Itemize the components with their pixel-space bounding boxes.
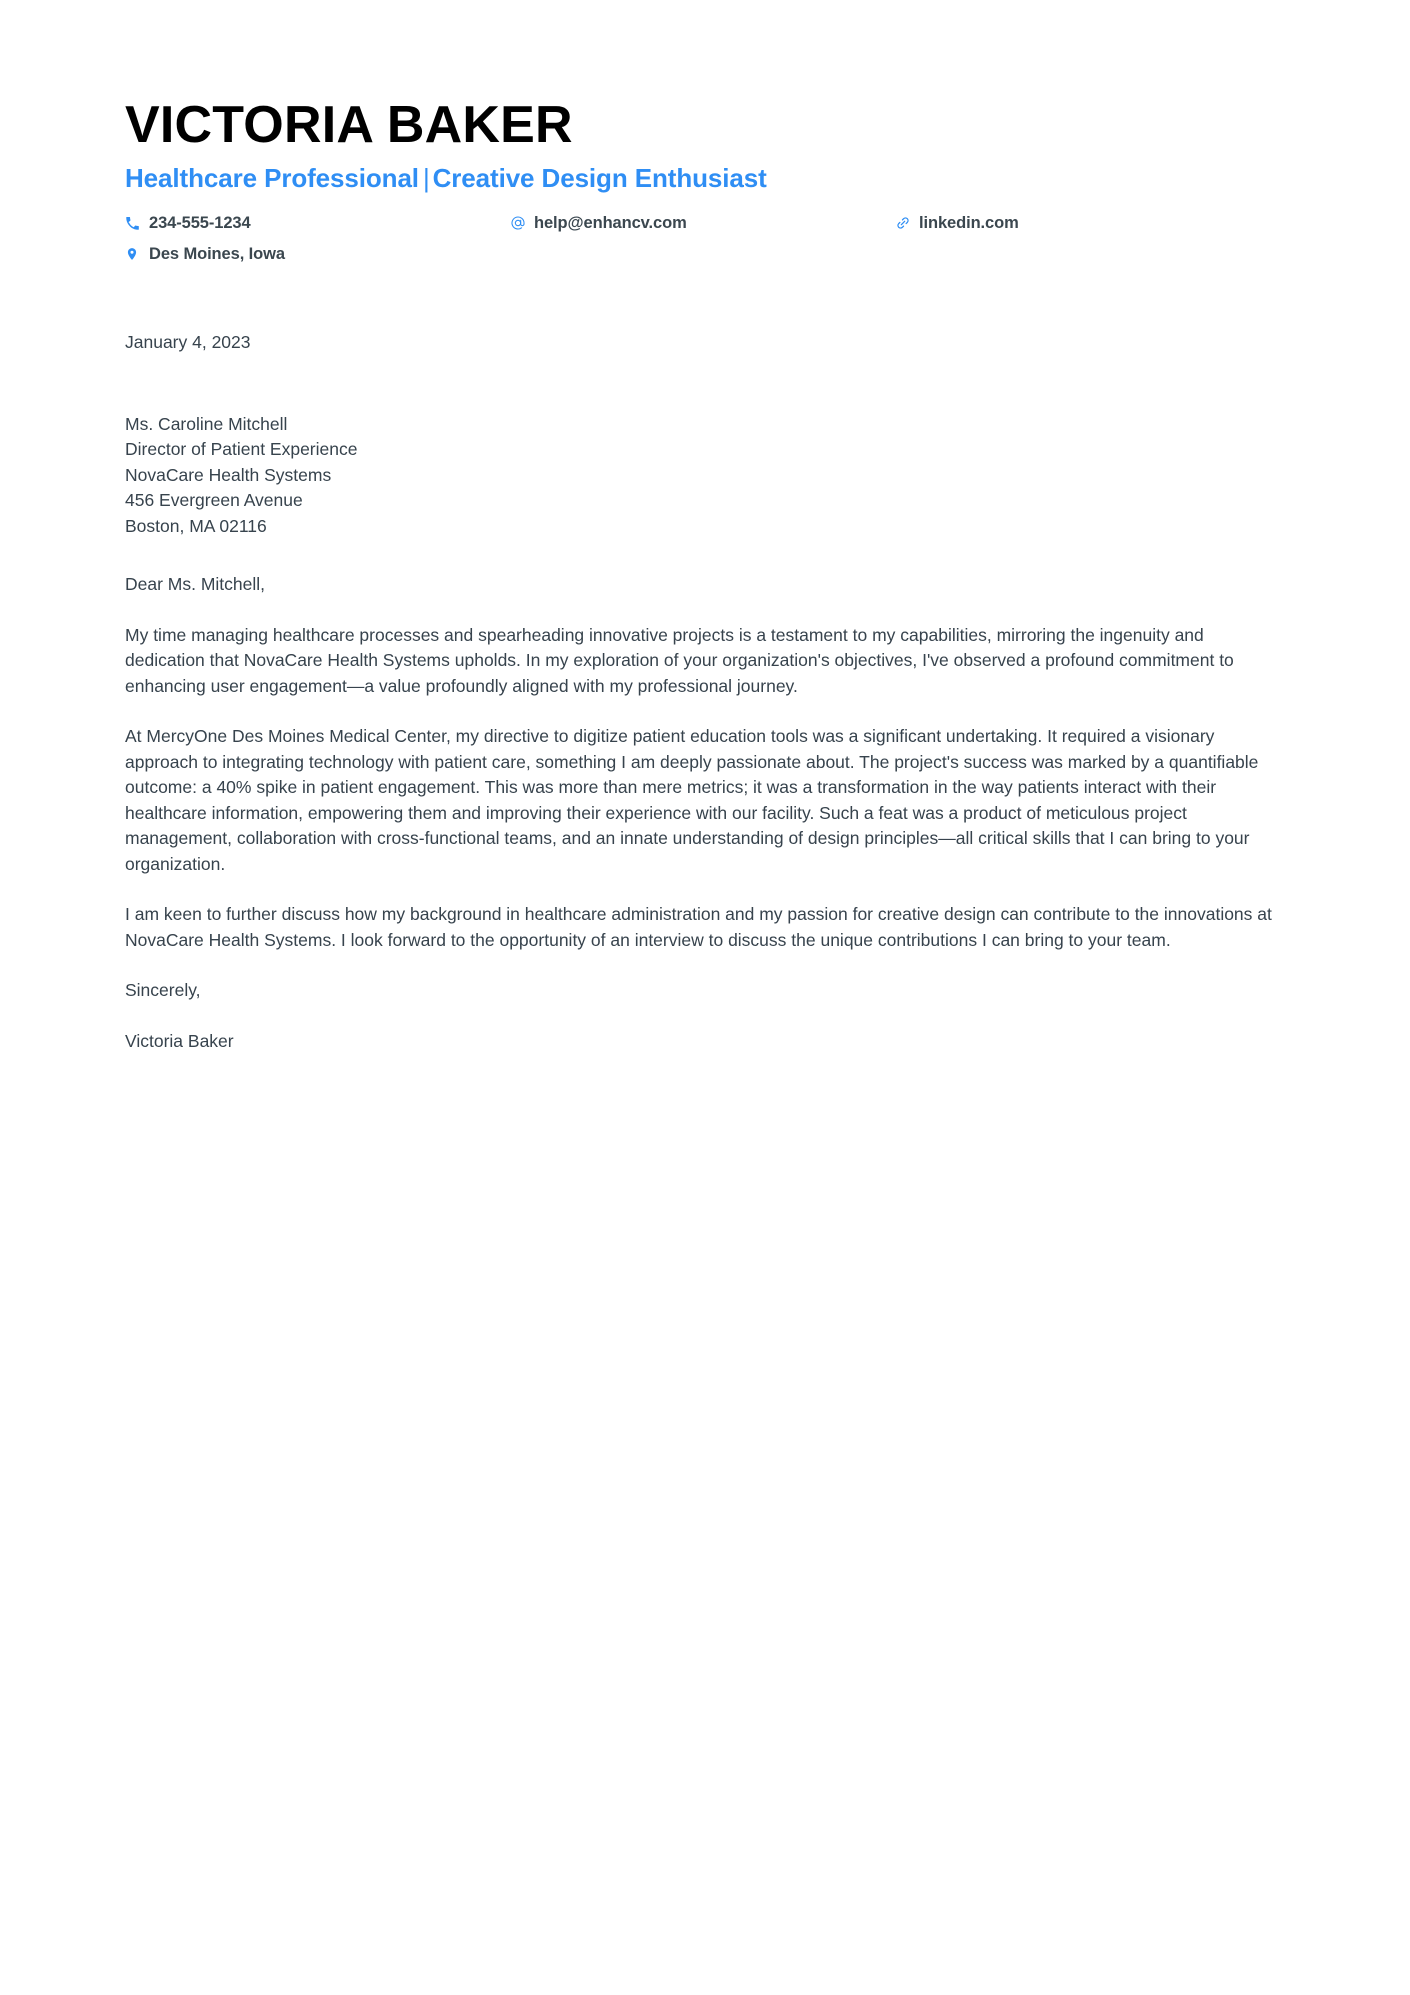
professional-subtitle [125,161,1288,195]
body-paragraph: My time managing healthcare processes and spearheading innovative projects is a testament to my capabilities, mirroring the ingenuity and dedication that NovaCare Health Systems upholds. In my exploration of your organization's objectives, I've observed a profound commitment to enhancing user engagement—a value profoundly aligned with my professional journey. [125,624,1234,696]
phone-icon [125,216,145,231]
recipient-line: 456 Evergreen Avenue [125,490,303,510]
link-value: linkedin.com [919,214,1019,232]
subtitle-right-text: Creative Design Enthusiast [432,163,767,193]
contact-phone[interactable] [125,213,510,233]
recipient-line: NovaCare Health Systems [125,464,332,485]
recipient-line: Boston, MA 02116 [125,515,267,536]
closing-salutation: Sincerely, [125,980,201,1000]
subtitle-left-text: Healthcare Professional [125,163,419,193]
salutation: Dear Ms. Mitchell, [125,574,266,594]
signature-name: Victoria Baker [125,1030,234,1051]
letter-date: January 4, 2023 [125,332,251,352]
letter-body [125,330,1288,1054]
contact-link[interactable] [895,213,1280,233]
contact-details [125,213,1288,264]
map-pin-icon [125,246,145,262]
recipient-line: Ms. Caroline Mitchell [125,413,288,434]
page-title: VICTORIA BAKER [125,96,573,154]
contact-location[interactable] [125,244,510,264]
body-paragraph: I am keen to further discuss how my background in healthcare administration and my passion for creative design can contribute to the innovations at NovaCare Health Systems. I look forward to the opportunity of an interview to discuss the unique contributions I can bring to your team. [125,904,1272,950]
body-paragraph: At MercyOne Des Moines Medical Center, my directive to digitize patient education tools was a significant undertaking. It required a visionary approach to integrating technology with patient care, something I am deeply passionate about. The project's success was marked by a quantifiable outcome: a 40% spike in patient engagement. This was more than mere metrics; it was a transformation in the way patients interact with their healthcare information, empowering them and improving their experience with our facility. Such a feat was a product of meticulous project management, collaboration with cross-functional teams, and an innate understanding of design principles—all critical skills that I can bring to your organization. [125,726,1259,874]
contact-email[interactable] [510,213,895,233]
contact-row-1 [125,213,1288,233]
recipient-address-block [125,412,1288,540]
phone-value: 234-555-1234 [149,214,251,232]
recipient-line: Director of Patient Experience [125,439,358,459]
link-icon [895,215,915,231]
contact-row-2 [125,244,1288,264]
location-value: Des Moines, Iowa [149,245,285,263]
email-value: help@enhancv.com [534,214,687,232]
subtitle-separator: | [422,163,430,193]
letter-header [125,0,1288,264]
at-icon [510,215,530,231]
